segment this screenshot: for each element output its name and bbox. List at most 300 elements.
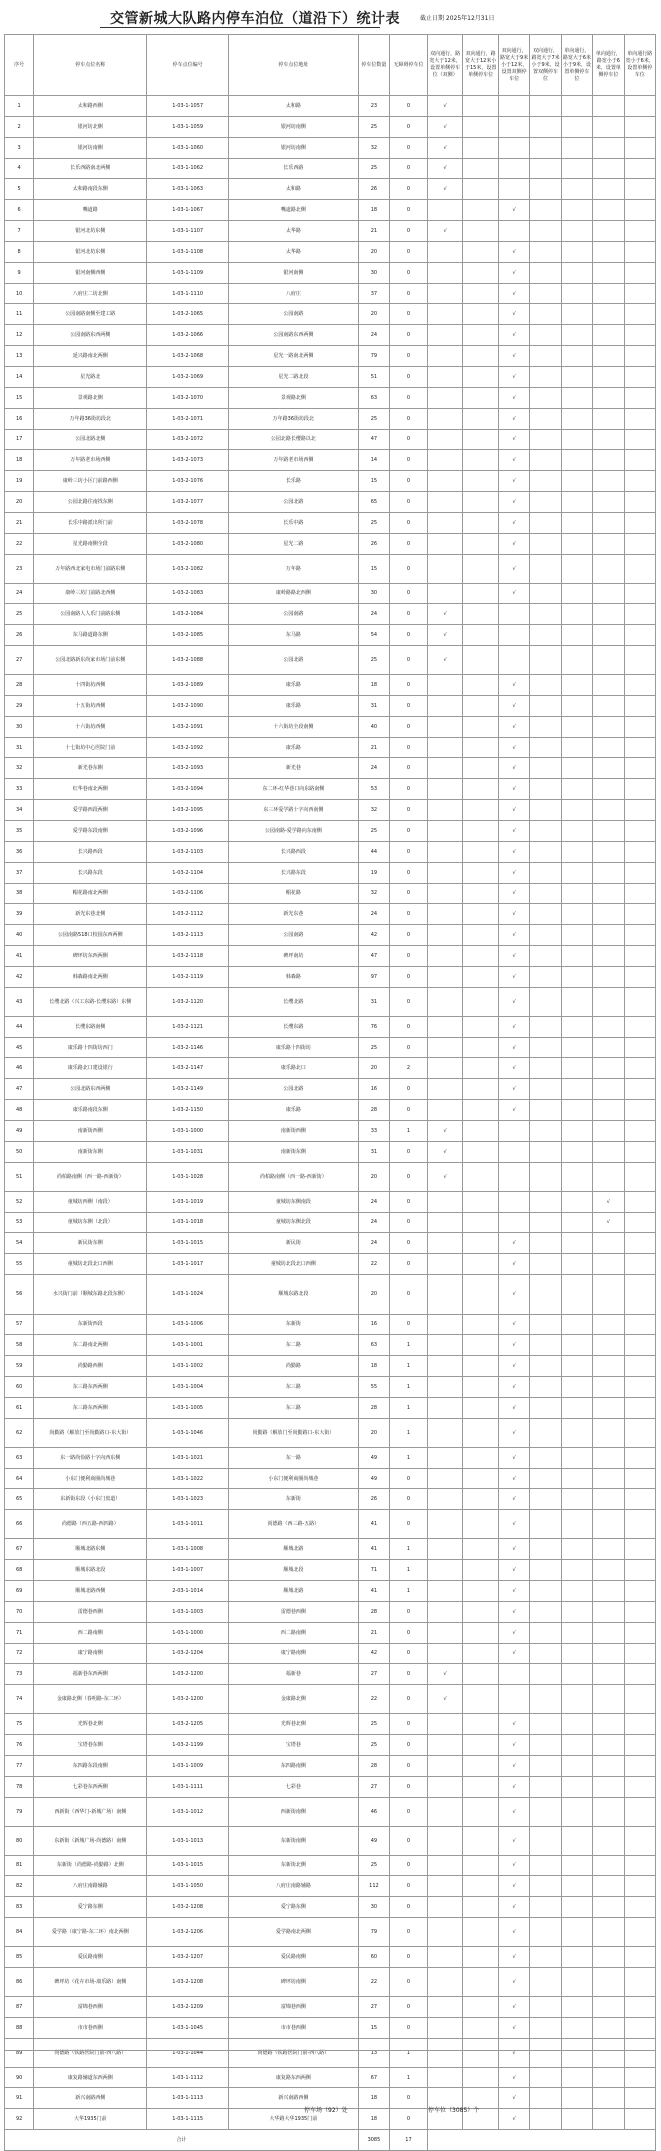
point-address: 八府庄 bbox=[228, 283, 358, 304]
type-check-mark bbox=[593, 1510, 624, 1539]
accessible-count: 1 bbox=[390, 1447, 428, 1468]
point-code: 1-03-2-1088 bbox=[147, 646, 229, 675]
point-code: 1-03-1-1009 bbox=[147, 1755, 229, 1776]
accessible-count: 0 bbox=[390, 1967, 428, 1996]
type-check-mark bbox=[593, 1037, 624, 1058]
accessible-count: 0 bbox=[390, 158, 428, 179]
row-number: 91 bbox=[5, 2088, 34, 2109]
point-code: 1-03-1-1110 bbox=[147, 283, 229, 304]
type-check-mark bbox=[530, 1855, 561, 1876]
row-number: 55 bbox=[5, 1254, 34, 1275]
point-name: 公园北路北侧 bbox=[34, 429, 147, 450]
type-empty-cell bbox=[624, 366, 655, 387]
type-check-mark bbox=[561, 800, 592, 821]
type-check-mark bbox=[530, 821, 561, 842]
type-check-mark bbox=[463, 471, 499, 492]
point-address: 东新街北侧 bbox=[228, 1855, 358, 1876]
type-check-mark bbox=[561, 1079, 592, 1100]
table-row bbox=[5, 625, 656, 646]
type-check-mark: √ bbox=[498, 1996, 529, 2017]
type-check-mark bbox=[561, 1855, 592, 1876]
type-check-mark bbox=[593, 221, 624, 242]
table-row bbox=[5, 1643, 656, 1664]
type-check-mark bbox=[427, 1191, 463, 1212]
type-check-mark bbox=[530, 1601, 561, 1622]
point-name: 爱民路南侧 bbox=[34, 1947, 147, 1968]
type-check-mark: √ bbox=[498, 471, 529, 492]
type-empty-cell bbox=[624, 1664, 655, 1685]
type-empty-cell bbox=[624, 96, 655, 117]
table-row bbox=[5, 429, 656, 450]
table-row bbox=[5, 450, 656, 471]
table-row bbox=[5, 904, 656, 925]
point-name: 康乐路北口建设银行 bbox=[34, 1058, 147, 1079]
type-check-mark bbox=[593, 695, 624, 716]
type-check-mark: √ bbox=[498, 1539, 529, 1560]
table-row bbox=[5, 1356, 656, 1377]
type-check-mark bbox=[561, 987, 592, 1016]
type-check-mark bbox=[593, 925, 624, 946]
type-check-mark bbox=[498, 646, 529, 675]
type-check-mark bbox=[561, 904, 592, 925]
type-check-mark bbox=[530, 1539, 561, 1560]
type-check-mark bbox=[530, 675, 561, 696]
accessible-count: 0 bbox=[390, 1855, 428, 1876]
type-empty-cell bbox=[624, 1233, 655, 1254]
table-row bbox=[5, 1335, 656, 1356]
space-count: 22 bbox=[358, 1685, 389, 1714]
point-code: 1-03-2-1120 bbox=[147, 987, 229, 1016]
row-number: 57 bbox=[5, 1314, 34, 1335]
type-check-mark bbox=[530, 137, 561, 158]
type-check-mark bbox=[593, 262, 624, 283]
space-count: 67 bbox=[358, 2067, 389, 2088]
type-check-mark: √ bbox=[427, 158, 463, 179]
point-code: 1-03-2-1073 bbox=[147, 450, 229, 471]
type-check-mark bbox=[530, 1037, 561, 1058]
type-check-mark bbox=[530, 966, 561, 987]
type-check-mark bbox=[427, 1714, 463, 1735]
type-check-mark bbox=[498, 625, 529, 646]
accessible-count: 0 bbox=[390, 554, 428, 583]
row-number: 9 bbox=[5, 262, 34, 283]
type-check-mark bbox=[427, 408, 463, 429]
point-address: 新光巷 bbox=[228, 758, 358, 779]
accessible-count: 0 bbox=[390, 1876, 428, 1897]
space-count: 19 bbox=[358, 862, 389, 883]
type-empty-cell bbox=[624, 387, 655, 408]
type-check-mark bbox=[561, 137, 592, 158]
space-count: 31 bbox=[358, 987, 389, 1016]
type-check-mark bbox=[427, 695, 463, 716]
space-count: 49 bbox=[358, 1826, 389, 1855]
point-name: 东新街东段（小东门盘道） bbox=[34, 1489, 147, 1510]
point-code: 1-03-2-1199 bbox=[147, 1735, 229, 1756]
column-header: 双向通行，路宽大于12米小于15米，设置单侧停车位 bbox=[463, 35, 499, 96]
accessible-count: 0 bbox=[390, 200, 428, 221]
point-code: 1-03-1-1067 bbox=[147, 200, 229, 221]
accessible-count: 0 bbox=[390, 1212, 428, 1233]
point-code: 1-03-1-1050 bbox=[147, 1876, 229, 1897]
type-check-mark bbox=[427, 346, 463, 367]
point-name: 长乐西路南北两侧 bbox=[34, 158, 147, 179]
table-row bbox=[5, 1826, 656, 1855]
type-empty-cell bbox=[624, 1826, 655, 1855]
table-row bbox=[5, 1397, 656, 1418]
type-check-mark bbox=[427, 716, 463, 737]
row-number: 18 bbox=[5, 450, 34, 471]
type-check-mark bbox=[530, 1580, 561, 1601]
space-count: 26 bbox=[358, 1489, 389, 1510]
row-number: 2 bbox=[5, 116, 34, 137]
point-name: 新光东巷北侧 bbox=[34, 904, 147, 925]
row-number: 10 bbox=[5, 283, 34, 304]
type-check-mark bbox=[530, 800, 561, 821]
type-check-mark bbox=[463, 800, 499, 821]
type-check-mark bbox=[593, 1377, 624, 1398]
type-check-mark bbox=[561, 1037, 592, 1058]
accessible-count: 0 bbox=[390, 737, 428, 758]
table-row bbox=[5, 675, 656, 696]
point-address: 尚德路（铁路医院门前-西八路） bbox=[228, 2038, 358, 2067]
space-count: 28 bbox=[358, 1755, 389, 1776]
type-check-mark bbox=[561, 737, 592, 758]
table-row bbox=[5, 1735, 656, 1756]
type-check-mark bbox=[463, 512, 499, 533]
type-empty-cell bbox=[624, 346, 655, 367]
type-check-mark bbox=[463, 583, 499, 604]
table-row bbox=[5, 1100, 656, 1121]
type-check-mark bbox=[561, 1191, 592, 1212]
point-name: 爱学路东段南侧 bbox=[34, 821, 147, 842]
point-address: 万年路老市场西侧 bbox=[228, 450, 358, 471]
table-row bbox=[5, 512, 656, 533]
type-check-mark bbox=[463, 1797, 499, 1826]
point-name: 东二路南北两侧 bbox=[34, 1335, 147, 1356]
point-code: 2-03-1-1014 bbox=[147, 1580, 229, 1601]
type-check-mark bbox=[593, 1714, 624, 1735]
type-check-mark bbox=[463, 1776, 499, 1797]
table-row bbox=[5, 1797, 656, 1826]
type-check-mark: √ bbox=[498, 366, 529, 387]
type-check-mark bbox=[593, 1967, 624, 1996]
point-code: 1-03-2-1208 bbox=[147, 1967, 229, 1996]
point-address: 光辉巷北侧 bbox=[228, 1714, 358, 1735]
type-empty-cell bbox=[624, 604, 655, 625]
type-check-mark: √ bbox=[498, 841, 529, 862]
type-empty-cell bbox=[624, 1162, 655, 1191]
column-header: 停车点位编号 bbox=[147, 35, 229, 96]
table-row bbox=[5, 1539, 656, 1560]
type-check-mark bbox=[530, 758, 561, 779]
point-address: 爱学路南北两侧 bbox=[228, 1918, 358, 1947]
point-code: 1-03-2-1090 bbox=[147, 695, 229, 716]
point-code: 1-03-2-1208 bbox=[147, 1897, 229, 1918]
point-address: 富锦巷西侧 bbox=[228, 1996, 358, 2017]
summary-points: 停车场（92）处 bbox=[304, 2107, 348, 2114]
point-name: 长兴路西段 bbox=[34, 841, 147, 862]
type-check-mark bbox=[593, 1058, 624, 1079]
point-address: 康乐路十四街坊 bbox=[228, 1037, 358, 1058]
table-row bbox=[5, 946, 656, 967]
point-name: 顺城东路北段 bbox=[34, 1560, 147, 1581]
table-row bbox=[5, 1016, 656, 1037]
type-check-mark bbox=[427, 800, 463, 821]
point-code: 1-03-2-1068 bbox=[147, 346, 229, 367]
type-check-mark bbox=[593, 366, 624, 387]
type-check-mark bbox=[463, 325, 499, 346]
space-count: 16 bbox=[358, 1079, 389, 1100]
point-address: 八府庄南路辅路 bbox=[228, 1876, 358, 1897]
type-check-mark bbox=[593, 1560, 624, 1581]
point-address: 碑坪南坊 bbox=[228, 946, 358, 967]
type-check-mark bbox=[463, 779, 499, 800]
point-name: 银河坊北侧 bbox=[34, 116, 147, 137]
table-row bbox=[5, 1714, 656, 1735]
accessible-count: 0 bbox=[390, 800, 428, 821]
type-check-mark bbox=[530, 1016, 561, 1037]
type-check-mark bbox=[561, 262, 592, 283]
type-check-mark bbox=[427, 304, 463, 325]
type-check-mark bbox=[427, 1356, 463, 1377]
point-code: 1-03-2-1119 bbox=[147, 966, 229, 987]
point-address: 公园南路 bbox=[228, 925, 358, 946]
point-name: 东四路东段南侧 bbox=[34, 1755, 147, 1776]
point-address: 雷德巷西侧 bbox=[228, 1601, 358, 1622]
type-check-mark: √ bbox=[498, 1735, 529, 1756]
accessible-count: 0 bbox=[390, 262, 428, 283]
type-check-mark bbox=[463, 1622, 499, 1643]
type-check-mark: √ bbox=[498, 821, 529, 842]
type-empty-cell bbox=[624, 1510, 655, 1539]
row-number: 74 bbox=[5, 1685, 34, 1714]
type-check-mark bbox=[463, 492, 499, 513]
accessible-count: 0 bbox=[390, 512, 428, 533]
row-number: 71 bbox=[5, 1622, 34, 1643]
type-check-mark: √ bbox=[498, 675, 529, 696]
point-name: 银河坊南侧 bbox=[34, 137, 147, 158]
type-check-mark bbox=[561, 1643, 592, 1664]
table-row bbox=[5, 554, 656, 583]
accessible-count: 0 bbox=[390, 1233, 428, 1254]
point-name: 帽花路南北两侧 bbox=[34, 883, 147, 904]
type-check-mark bbox=[561, 1489, 592, 1510]
table-row bbox=[5, 179, 656, 200]
space-count: 20 bbox=[358, 1162, 389, 1191]
type-check-mark: √ bbox=[427, 625, 463, 646]
accessible-count: 0 bbox=[390, 492, 428, 513]
type-check-mark: √ bbox=[498, 1275, 529, 1315]
table-row bbox=[5, 1776, 656, 1797]
space-count: 23 bbox=[358, 96, 389, 117]
point-name: 红华巷南北两侧 bbox=[34, 779, 147, 800]
type-check-mark bbox=[530, 1314, 561, 1335]
type-empty-cell bbox=[624, 987, 655, 1016]
type-check-mark bbox=[561, 471, 592, 492]
type-check-mark bbox=[593, 1447, 624, 1468]
accessible-count: 1 bbox=[390, 2038, 428, 2067]
type-check-mark: √ bbox=[498, 1622, 529, 1643]
point-name: 南新街东侧 bbox=[34, 1141, 147, 1162]
accessible-count: 0 bbox=[390, 904, 428, 925]
point-name: 顺城北路东侧 bbox=[34, 1539, 147, 1560]
type-check-mark bbox=[498, 1664, 529, 1685]
space-count: 26 bbox=[358, 179, 389, 200]
type-empty-cell bbox=[624, 1418, 655, 1447]
point-code: 1-03-1-1000 bbox=[147, 1622, 229, 1643]
type-check-mark bbox=[463, 675, 499, 696]
point-code: 1-03-1-1059 bbox=[147, 116, 229, 137]
type-check-mark: √ bbox=[498, 1356, 529, 1377]
type-check-mark bbox=[463, 646, 499, 675]
point-address: 东三路 bbox=[228, 1397, 358, 1418]
type-check-mark bbox=[463, 604, 499, 625]
point-address: 康乐路 bbox=[228, 695, 358, 716]
type-check-mark: √ bbox=[498, 946, 529, 967]
accessible-count: 0 bbox=[390, 1643, 428, 1664]
type-check-mark bbox=[561, 716, 592, 737]
point-address: 南新街西侧 bbox=[228, 1120, 358, 1141]
point-name: 嘴道路 bbox=[34, 200, 147, 221]
point-name: 富锦巷西侧 bbox=[34, 1996, 147, 2017]
space-count: 20 bbox=[358, 241, 389, 262]
type-check-mark bbox=[427, 1826, 463, 1855]
point-address: 银河南侧 bbox=[228, 262, 358, 283]
row-number: 49 bbox=[5, 1120, 34, 1141]
table-row bbox=[5, 325, 656, 346]
space-count: 71 bbox=[358, 1560, 389, 1581]
accessible-count: 0 bbox=[390, 1162, 428, 1191]
total-accessible: 17 bbox=[390, 2130, 428, 2151]
point-name: 星光路南侧全段 bbox=[34, 533, 147, 554]
type-check-mark bbox=[561, 821, 592, 842]
space-count: 20 bbox=[358, 1418, 389, 1447]
accessible-count: 0 bbox=[390, 366, 428, 387]
row-number: 65 bbox=[5, 1489, 34, 1510]
space-count: 18 bbox=[358, 1356, 389, 1377]
point-name: 东一路尚俭路十字向西东侧 bbox=[34, 1447, 147, 1468]
type-check-mark bbox=[427, 1468, 463, 1489]
row-number: 72 bbox=[5, 1643, 34, 1664]
point-address: 东马路 bbox=[228, 625, 358, 646]
accessible-count: 0 bbox=[390, 96, 428, 117]
type-check-mark bbox=[463, 1100, 499, 1121]
type-check-mark: √ bbox=[427, 179, 463, 200]
row-number: 52 bbox=[5, 1191, 34, 1212]
type-empty-cell bbox=[624, 1212, 655, 1233]
accessible-count: 0 bbox=[390, 1191, 428, 1212]
type-check-mark: √ bbox=[498, 283, 529, 304]
type-empty-cell bbox=[624, 1685, 655, 1714]
type-check-mark bbox=[530, 408, 561, 429]
accessible-count: 0 bbox=[390, 1100, 428, 1121]
type-empty-cell bbox=[624, 695, 655, 716]
type-empty-cell bbox=[624, 1539, 655, 1560]
type-check-mark bbox=[530, 1100, 561, 1121]
point-name: 顺城北路西侧 bbox=[34, 1580, 147, 1601]
accessible-count: 0 bbox=[390, 1275, 428, 1315]
point-code: 1-03-2-1147 bbox=[147, 1058, 229, 1079]
type-check-mark bbox=[463, 1735, 499, 1756]
point-address: 尚勤路 bbox=[228, 1356, 358, 1377]
type-check-mark: √ bbox=[498, 1489, 529, 1510]
type-empty-cell bbox=[624, 1016, 655, 1037]
type-check-mark bbox=[427, 883, 463, 904]
type-check-mark bbox=[561, 408, 592, 429]
type-check-mark: √ bbox=[498, 2109, 529, 2130]
point-address: 太华路 bbox=[228, 221, 358, 242]
accessible-count: 0 bbox=[390, 1918, 428, 1947]
type-empty-cell bbox=[624, 1100, 655, 1121]
table-row bbox=[5, 1141, 656, 1162]
row-number: 45 bbox=[5, 1037, 34, 1058]
point-name: 尚勤路（解放门至尚勤路口-东大街） bbox=[34, 1418, 147, 1447]
type-check-mark bbox=[463, 966, 499, 987]
point-name: 康乐路十四街坊西门 bbox=[34, 1037, 147, 1058]
table-row bbox=[5, 1447, 656, 1468]
type-check-mark: √ bbox=[498, 2067, 529, 2088]
row-number: 76 bbox=[5, 1735, 34, 1756]
point-name: 尚柏路南侧（西一路-西新街） bbox=[34, 1162, 147, 1191]
space-count: 21 bbox=[358, 221, 389, 242]
accessible-count: 1 bbox=[390, 1356, 428, 1377]
title-underline bbox=[100, 27, 380, 28]
type-check-mark bbox=[463, 1275, 499, 1315]
point-address: 长乐路 bbox=[228, 471, 358, 492]
table-row bbox=[5, 758, 656, 779]
row-number: 77 bbox=[5, 1755, 34, 1776]
type-check-mark bbox=[561, 1397, 592, 1418]
table-row bbox=[5, 695, 656, 716]
type-empty-cell bbox=[624, 779, 655, 800]
type-check-mark bbox=[561, 1058, 592, 1079]
type-check-mark bbox=[561, 96, 592, 117]
type-check-mark bbox=[530, 1776, 561, 1797]
accessible-count: 0 bbox=[390, 1037, 428, 1058]
point-code: 1-03-1-1057 bbox=[147, 96, 229, 117]
type-check-mark bbox=[530, 429, 561, 450]
type-check-mark bbox=[561, 283, 592, 304]
type-check-mark bbox=[427, 1539, 463, 1560]
type-empty-cell bbox=[624, 1622, 655, 1643]
type-check-mark bbox=[427, 1876, 463, 1897]
table-row bbox=[5, 366, 656, 387]
type-check-mark bbox=[427, 1996, 463, 2017]
type-check-mark bbox=[593, 1275, 624, 1315]
accessible-count: 1 bbox=[390, 1397, 428, 1418]
type-check-mark bbox=[463, 1897, 499, 1918]
type-check-mark bbox=[561, 1314, 592, 1335]
type-check-mark bbox=[463, 221, 499, 242]
type-check-mark: √ bbox=[498, 1755, 529, 1776]
row-number: 43 bbox=[5, 987, 34, 1016]
point-address: 帽花路 bbox=[228, 883, 358, 904]
type-check-mark bbox=[427, 262, 463, 283]
column-header: 停车点位名称 bbox=[34, 35, 147, 96]
point-address: 金康路北侧 bbox=[228, 1685, 358, 1714]
point-address: 新光东巷 bbox=[228, 904, 358, 925]
type-check-mark bbox=[427, 862, 463, 883]
space-count: 25 bbox=[358, 646, 389, 675]
type-check-mark: √ bbox=[498, 2038, 529, 2067]
point-code: 1-03-2-1077 bbox=[147, 492, 229, 513]
type-empty-cell bbox=[624, 1580, 655, 1601]
accessible-count: 0 bbox=[390, 1714, 428, 1735]
accessible-count: 0 bbox=[390, 179, 428, 200]
type-check-mark bbox=[463, 925, 499, 946]
row-number: 1 bbox=[5, 96, 34, 117]
date-label: 截止日期 2025年12月31日 bbox=[420, 15, 495, 22]
